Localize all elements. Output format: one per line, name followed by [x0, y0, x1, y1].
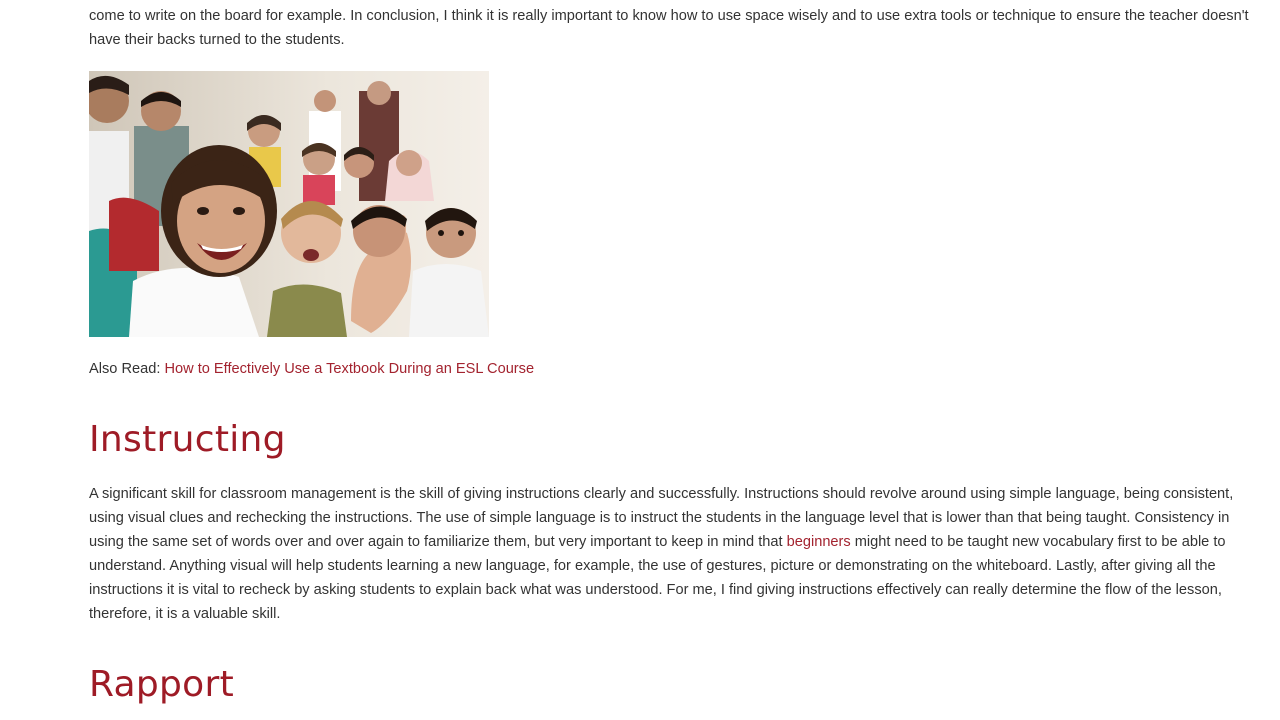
section-heading-instructing: Instructing — [89, 419, 286, 460]
beginners-link[interactable]: beginners — [786, 534, 851, 550]
instructing-text-part-1: A significant skill for classroom management is the skill of giving instructions clearly and successfully. Instructions should revolve around using simple language, being consistent, using visual clues and rechecking the instructions. The use of simple language is to instruct the students in the language level that is lower than that being taught. Consistency in using the same set of words over and over again to familiarize them, but very important to keep in mind that — [89, 486, 1234, 550]
also-read-link[interactable]: How to Effectively Use a Textbook During an ESL Course — [164, 361, 535, 377]
instructing-paragraph — [89, 482, 1267, 626]
also-read — [89, 357, 534, 381]
also-read-prefix: Also Read: — [89, 361, 165, 377]
children-photo-illustration — [89, 71, 489, 337]
instructing-text-part-2: might need to be taught new vocabulary first to be able to understand. Anything visual will help students learning a new language, for example, the use of gestures, picture or demonstrating on the whiteboard. Lastly, after giving all the instructions it is vital to recheck by asking students to explain back what was understood. For me, I find giving instructions effectively can really determine the flow of the lesson, therefore, it is a valuable skill. — [89, 534, 1226, 622]
section-heading-rapport: Rapport — [89, 664, 235, 705]
children-photo — [89, 71, 489, 337]
intro-paragraph: come to write on the board for example. In conclusion, I think it is really important to know how to use space wisely and to use extra tools or technique to ensure the teacher doesn't have their backs turned to the students. — [89, 8, 1249, 48]
